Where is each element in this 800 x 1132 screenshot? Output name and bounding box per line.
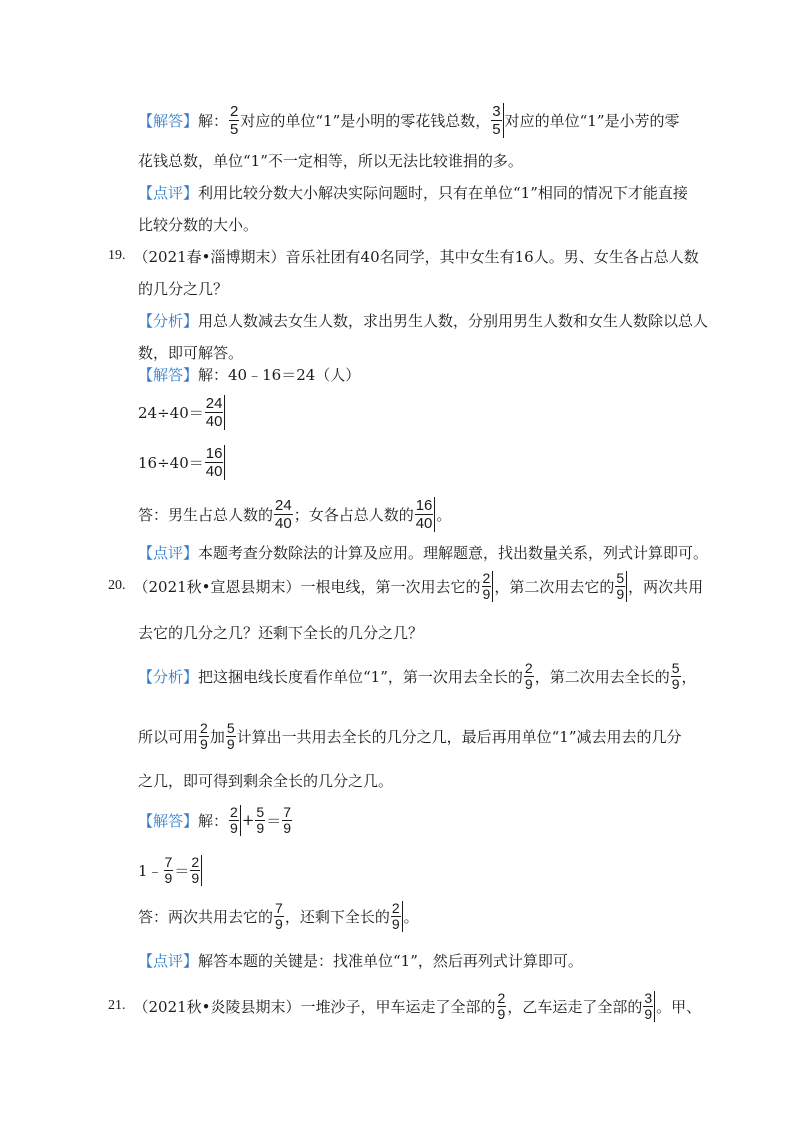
q19-calc-2: 16÷40＝ $\frac{16}{40}$: [138, 442, 226, 482]
q19-calc-1: 24÷40＝ $\frac{24}{40}$: [138, 392, 226, 432]
q19-analysis-line-2: 数，即可解答。: [138, 343, 244, 362]
p18-answer-line-1: [138, 100, 680, 140]
q21-question-line-1: 21. （2021秋•炎陵县期末）一堆沙子，甲车运走了全部的 $\frac{2}{9}$ ，乙车运走了全部的 $\frac{3}{9}$ 。甲、: [108, 989, 702, 1022]
question-number: 21.: [108, 998, 126, 1013]
q19-answer-line: 【解答】 解：40﹣16＝24（人）: [138, 365, 361, 384]
comment-tag: 【点评】: [138, 951, 199, 970]
comment-tag: 【点评】: [138, 183, 199, 202]
analysis-tag: 【分析】: [138, 667, 199, 686]
p18-answer-line-2: 花钱总数，单位“1”不一定相等，所以无法比较谁捐的多。: [138, 151, 523, 170]
question-number: 20.: [108, 578, 126, 593]
q20-analysis-line-2: 所以可用 $\frac{2}{9}$ 加 $\frac{5}{9}$ 计算出一共用去全长的几分之几，最后再用单位“1”减去用去的几分: [138, 719, 682, 752]
analysis-tag: 【分析】: [138, 311, 199, 330]
fraction: $\frac{24}{40}$: [205, 395, 226, 430]
fraction: $\frac{5}{9}$: [226, 719, 235, 752]
answer-prefix: 解：: [198, 111, 229, 130]
q20-calc: 1﹣ $\frac{7}{9}$ ＝ $\frac{2}{9}$: [138, 850, 203, 890]
q20-comment: 【点评】 解答本题的关键是：找准单位“1”，然后再列式计算即可。: [138, 951, 583, 970]
fraction: $\frac{2}{9}$: [391, 901, 403, 932]
fraction: $\frac{16}{40}$: [415, 497, 436, 532]
answer-text: 对应的单位“1”是小芳的零: [504, 111, 680, 130]
fraction: $\frac{5}{9}$: [671, 659, 680, 692]
fraction: $\frac{2}{9}$: [190, 855, 202, 886]
fraction: $\frac{2}{9}$: [524, 659, 533, 692]
p18-comment-line-2: 比较分数的大小。: [138, 215, 259, 234]
answer-tag: 【解答】: [138, 811, 199, 830]
fraction: $\frac{2}{9}$: [497, 989, 506, 1022]
question-number: 19.: [108, 248, 126, 263]
comment-tag: 【点评】: [138, 543, 199, 562]
fraction: $\frac{5}{9}$: [615, 571, 627, 602]
q20-question-line-1: 20. （2021秋•宣恩县期末）一根电线，第一次用去它的 $\frac{2}{9}$ ，第二次用去它的 $\frac{5}{9}$ ，两次共用: [108, 569, 704, 602]
q19-analysis-line-1: 【分析】 用总人数减去女生人数，求出男生人数，分别用男生人数和女生人数除以总人: [138, 311, 709, 330]
fraction: $\frac{2}{5}$: [230, 102, 239, 138]
fraction: $\frac{2}{9}$: [200, 719, 208, 752]
q20-analysis-line-3: 之几，即可得到剩余全长的几分之几。: [138, 771, 394, 790]
answer-tag: 【解答】: [138, 111, 199, 130]
p18-comment-line-1: 【点评】 利用比较分数大小解决实际问题时，只有在单位“1”相同的情况下才能直接: [138, 183, 688, 202]
q19-comment: 【点评】 本题考查分数除法的计算及应用。理解题意，找出数量关系，列式计算即可。: [138, 543, 709, 562]
fraction: $\frac{16}{40}$: [205, 445, 226, 480]
q20-answer-line: 【解答】 解： $\frac{2}{9}$ + $\frac{5}{9}$ ＝ $\frac{7}{9}$: [138, 803, 292, 836]
question-text: （2021春•淄博期末）音乐社团有40名同学，其中女生有16人。男、女生各占总人数: [133, 247, 699, 266]
fraction: $\frac{5}{9}$: [256, 803, 265, 836]
fraction: $\frac{2}{9}$: [482, 571, 494, 602]
q19-question-line-2: 的几分之几？: [138, 279, 229, 298]
answer-text: 对应的单位“1”是小明的零花钱总数，: [240, 111, 491, 130]
q20-final-answer: 答：两次共用去它的 $\frac{7}{9}$ ，还剩下全长的 $\frac{2}{9}$ 。: [138, 899, 419, 932]
fraction: $\frac{2}{9}$: [229, 805, 241, 836]
fraction: $\frac{24}{40}$: [275, 496, 292, 532]
fraction: $\frac{3}{9}$: [643, 991, 655, 1022]
q20-question-line-2: 去它的几分之几？还剩下全长的几分之几？: [138, 623, 424, 642]
fraction: $\frac{7}{9}$: [275, 899, 283, 932]
answer-tag: 【解答】: [138, 365, 199, 384]
fraction: $\frac{7}{9}$: [283, 803, 292, 836]
fraction: $\frac{7}{9}$: [164, 853, 173, 886]
q20-analysis-line-1: 【分析】 把这捆电线长度看作单位“1”，第一次用去全长的 $\frac{2}{9}$ ，第二次用去全长的 $\frac{5}{9}$ ，: [138, 659, 697, 692]
fraction: $\frac{3}{5}$: [491, 103, 503, 138]
q19-final-answer: 答：男生占总人数的 $\frac{24}{40}$ ；女各占总人数的 $\frac{16}{40}$ 。: [138, 496, 452, 532]
